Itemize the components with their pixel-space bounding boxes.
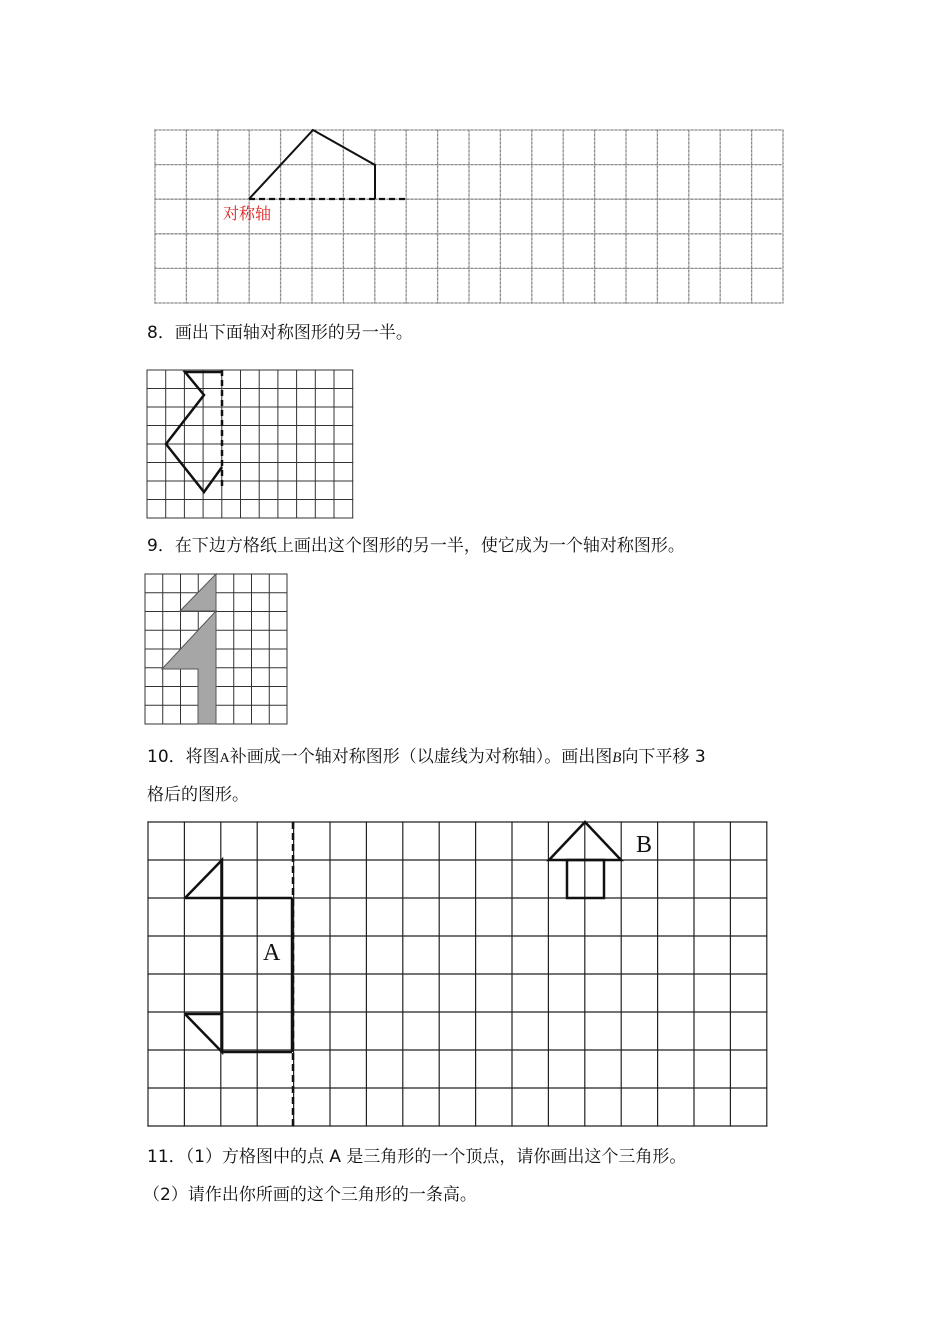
question-10-line-2: 格后的图形。 xyxy=(147,785,249,805)
figure-b-inline-label: B xyxy=(612,750,622,766)
grid-lines xyxy=(148,822,767,1126)
q10-text-part-1: 10．将图 xyxy=(147,747,220,767)
q10-text-part-2: 补画成一个轴对称图形（以虚线为对称轴）。画出图 xyxy=(229,747,613,767)
axis-label: 对称轴 xyxy=(223,204,272,223)
question-11-line-1: 11．（1）方格图中的点 A 是三角形的一个顶点，请你画出这个三角形。 xyxy=(147,1147,687,1167)
figure-b-label: B xyxy=(636,832,653,858)
question-11-line-2: （2）请作出你所画的这个三角形的一条高。 xyxy=(143,1185,477,1205)
q10-text-part-3: 向下平移 3 xyxy=(621,747,706,767)
question-9-text: 9．在下边方格纸上画出这个图形的另一半，使它成为一个轴对称图形。 xyxy=(147,536,685,556)
figure-a-label: A xyxy=(263,940,281,966)
figure-a-inline-label: A xyxy=(219,751,230,766)
question-8-text: 8．画出下面轴对称图形的另一半。 xyxy=(147,323,413,343)
